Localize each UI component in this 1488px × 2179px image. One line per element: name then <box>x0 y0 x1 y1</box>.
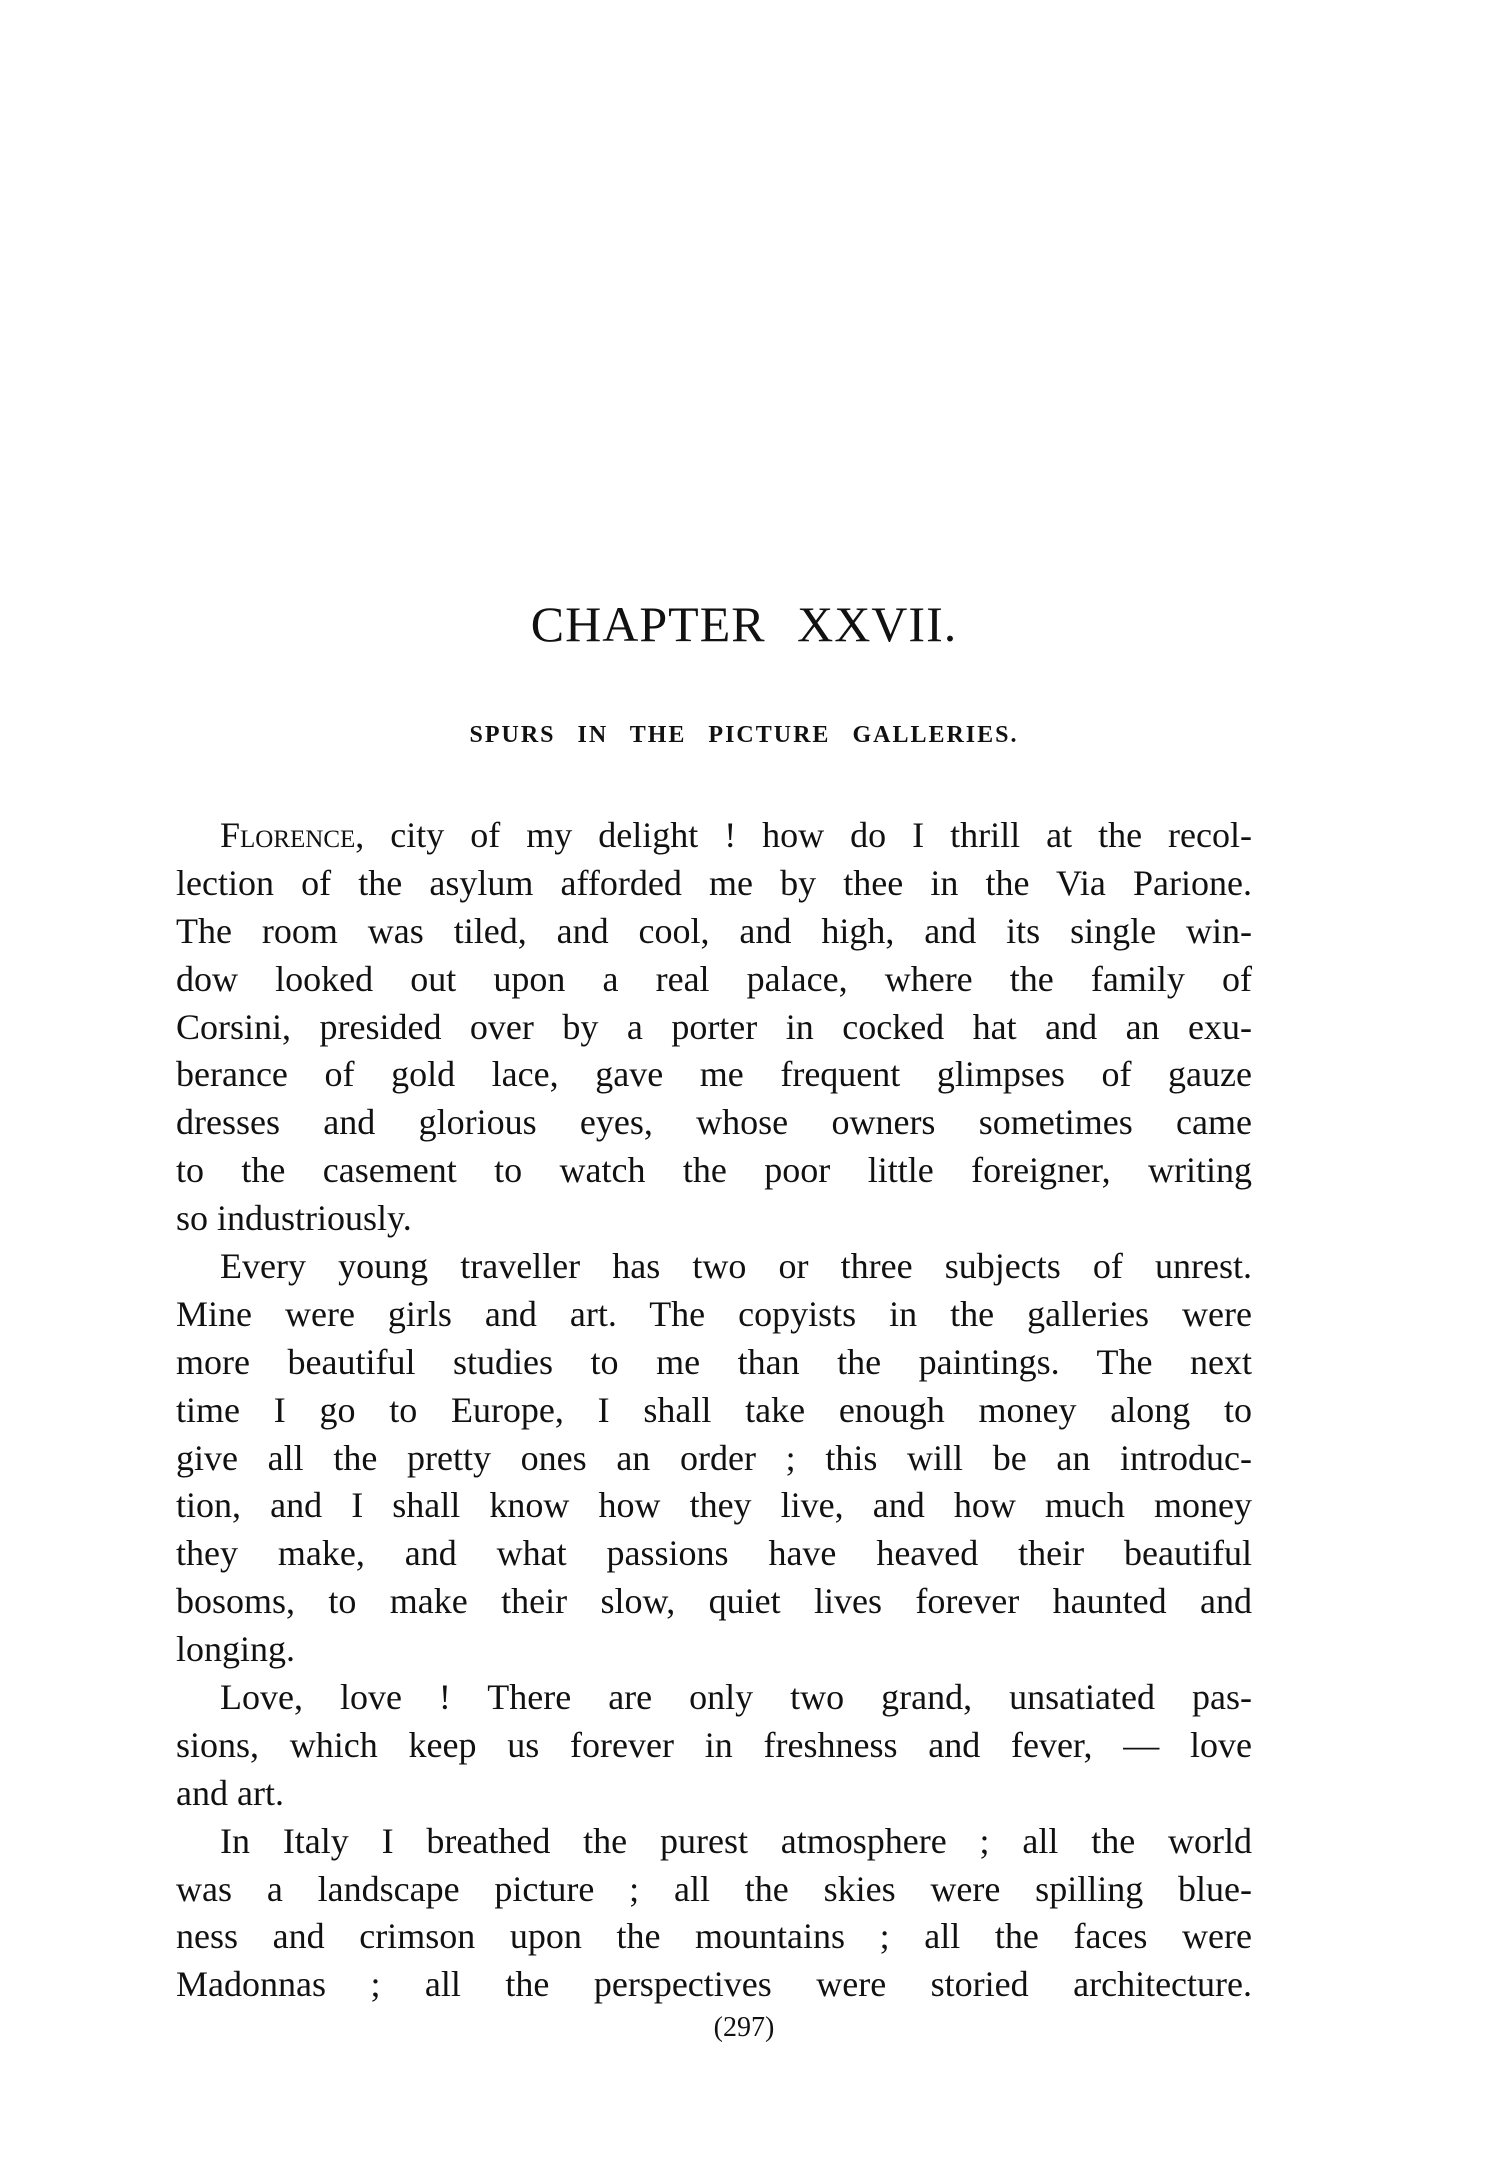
text-line: Corsini, presided over by a porter in cocked hat and an exu- <box>176 1006 1252 1047</box>
text-line: Madonnas ; all the perspectives were storied architecture. <box>176 1964 1252 2005</box>
text-line: tion, and I shall know how they live, and how much money <box>176 1485 1252 1526</box>
text-line: berance of gold lace, gave me frequent glimpses of gauze <box>176 1054 1252 1095</box>
paragraph <box>176 1674 1252 1818</box>
text-line: dow looked out upon a real palace, where the family of <box>176 958 1252 999</box>
body-text <box>176 812 1252 2009</box>
paragraph <box>176 812 1252 1243</box>
text-line: longing. <box>176 1629 296 1670</box>
line-text: , city of my delight ! how do I thrill at the recol- <box>355 815 1252 855</box>
page-number: (297) <box>713 2012 775 2043</box>
text-line: and art. <box>176 1772 284 1813</box>
text-line: bosoms, to make their slow, quiet lives forever haunted and <box>176 1581 1252 1622</box>
text-line: lection of the asylum afforded me by thee in the Via Parione. <box>176 862 1252 903</box>
text-line: dresses and glorious eyes, whose owners sometimes came <box>176 1102 1252 1143</box>
text-line: was a landscape picture ; all the skies were spilling blue- <box>176 1868 1252 1909</box>
text-line: more beautiful studies to me than the paintings. The next <box>176 1341 1252 1382</box>
paragraph <box>176 1818 1252 2010</box>
text-line: Love, love ! There are only two grand, unsatiated pas- <box>220 1677 1252 1718</box>
chapter-title: CHAPTER XXVII. <box>530 596 958 652</box>
lead-word: Florence <box>220 815 356 855</box>
text-line: The room was tiled, and cool, and high, and its single win- <box>176 910 1252 951</box>
text-line: sions, which keep us forever in freshness and fever, — love <box>176 1724 1252 1765</box>
text-line: give all the pretty ones an order ; this will be an introduc- <box>176 1437 1252 1478</box>
text-line: ness and crimson upon the mountains ; all the faces were <box>176 1916 1252 1957</box>
text-line: they make, and what passions have heaved their beautiful <box>176 1533 1252 1574</box>
text-line <box>176 812 1252 860</box>
text-line: Mine were girls and art. The copyists in the galleries were <box>176 1293 1252 1334</box>
text-line: to the casement to watch the poor little foreigner, writing <box>176 1150 1252 1191</box>
paragraph <box>176 1243 1252 1674</box>
text-line: In Italy I breathed the purest atmosphere ; all the world <box>220 1820 1252 1861</box>
text-line: time I go to Europe, I shall take enough money along to <box>176 1389 1252 1430</box>
text-line: so industriously. <box>176 1198 412 1239</box>
chapter-subtitle: SPURS IN THE PICTURE GALLERIES. <box>469 722 1019 748</box>
text-line: Every young traveller has two or three subjects of unrest. <box>220 1246 1252 1287</box>
